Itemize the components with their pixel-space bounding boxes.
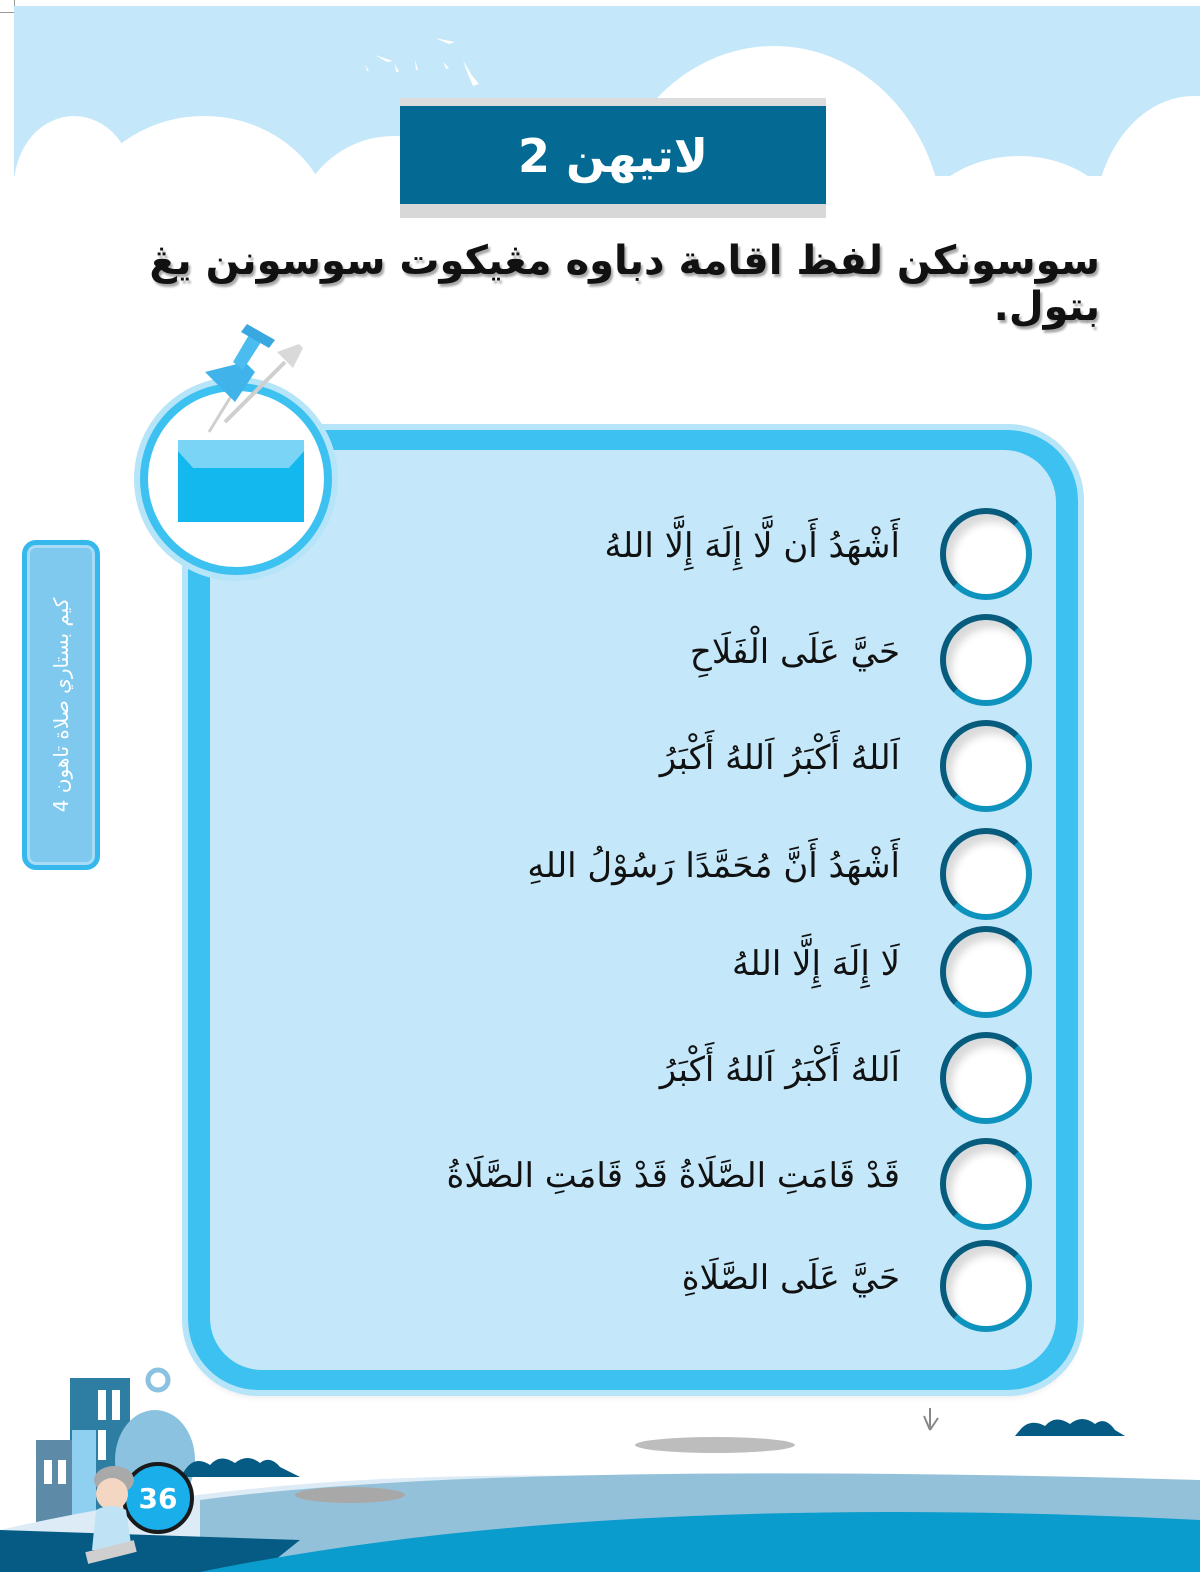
order-answer-circle[interactable] <box>940 720 1032 812</box>
list-item <box>400 828 1040 928</box>
list-item <box>400 1240 1040 1340</box>
side-tab <box>22 540 100 870</box>
instruction-text: سوسونكن لفظ اقامة دباوه مڠيكوت سوسونن يڠ بتول. <box>149 238 1100 330</box>
order-answer-circle[interactable] <box>940 1138 1032 1230</box>
pushpin-icon <box>195 322 315 442</box>
banner-fill <box>400 106 826 206</box>
birds-icon <box>355 30 515 90</box>
list-item <box>400 1032 1040 1132</box>
item-text: لَا إِلَهَ إِلَّا اللهُ <box>732 944 900 984</box>
item-text: حَيَّ عَلَى الْفَلَاحِ <box>689 632 900 672</box>
envelope-icon <box>178 440 304 522</box>
order-answer-circle[interactable] <box>940 508 1032 600</box>
praying-child-icon <box>78 1458 138 1568</box>
list-item <box>400 614 1040 714</box>
order-answer-circle[interactable] <box>940 828 1032 920</box>
list-item <box>400 508 1040 608</box>
item-text: قَدْ قَامَتِ الصَّلَاةُ قَدْ قَامَتِ الصَّلَاةُ <box>446 1156 900 1196</box>
order-answer-circle[interactable] <box>940 614 1032 706</box>
exercise-banner <box>400 98 826 218</box>
crop-mark <box>0 0 15 13</box>
list-item <box>400 1138 1040 1238</box>
list-item <box>400 926 1040 1026</box>
list-item <box>400 720 1040 820</box>
item-text: حَيَّ عَلَى الصَّلَاةِ <box>681 1258 900 1298</box>
banner-title: لاتيهن 2 <box>517 129 709 183</box>
item-text: اَللهُ أَكْبَرُ اَللهُ أَكْبَرُ <box>659 1050 900 1090</box>
side-tab-label: كيم بستاري صلاة تاهون 4 <box>49 597 73 813</box>
landscape-illustration <box>0 1350 1200 1572</box>
envelope-flap <box>178 440 304 468</box>
order-answer-circle[interactable] <box>940 926 1032 1018</box>
item-text: أَشْهَدُ أَن لَّا إِلَهَ إِلَّا اللهُ <box>604 526 900 566</box>
order-answer-circle[interactable] <box>940 1032 1032 1124</box>
torn-paper-edge <box>400 204 826 218</box>
item-text: اَللهُ أَكْبَرُ اَللهُ أَكْبَرُ <box>659 738 900 778</box>
order-answer-circle[interactable] <box>940 1240 1032 1332</box>
item-text: أَشْهَدُ أَنَّ مُحَمَّدًا رَسُوْلُ اللهِ <box>527 846 900 886</box>
page-number: 36 <box>138 1481 178 1515</box>
